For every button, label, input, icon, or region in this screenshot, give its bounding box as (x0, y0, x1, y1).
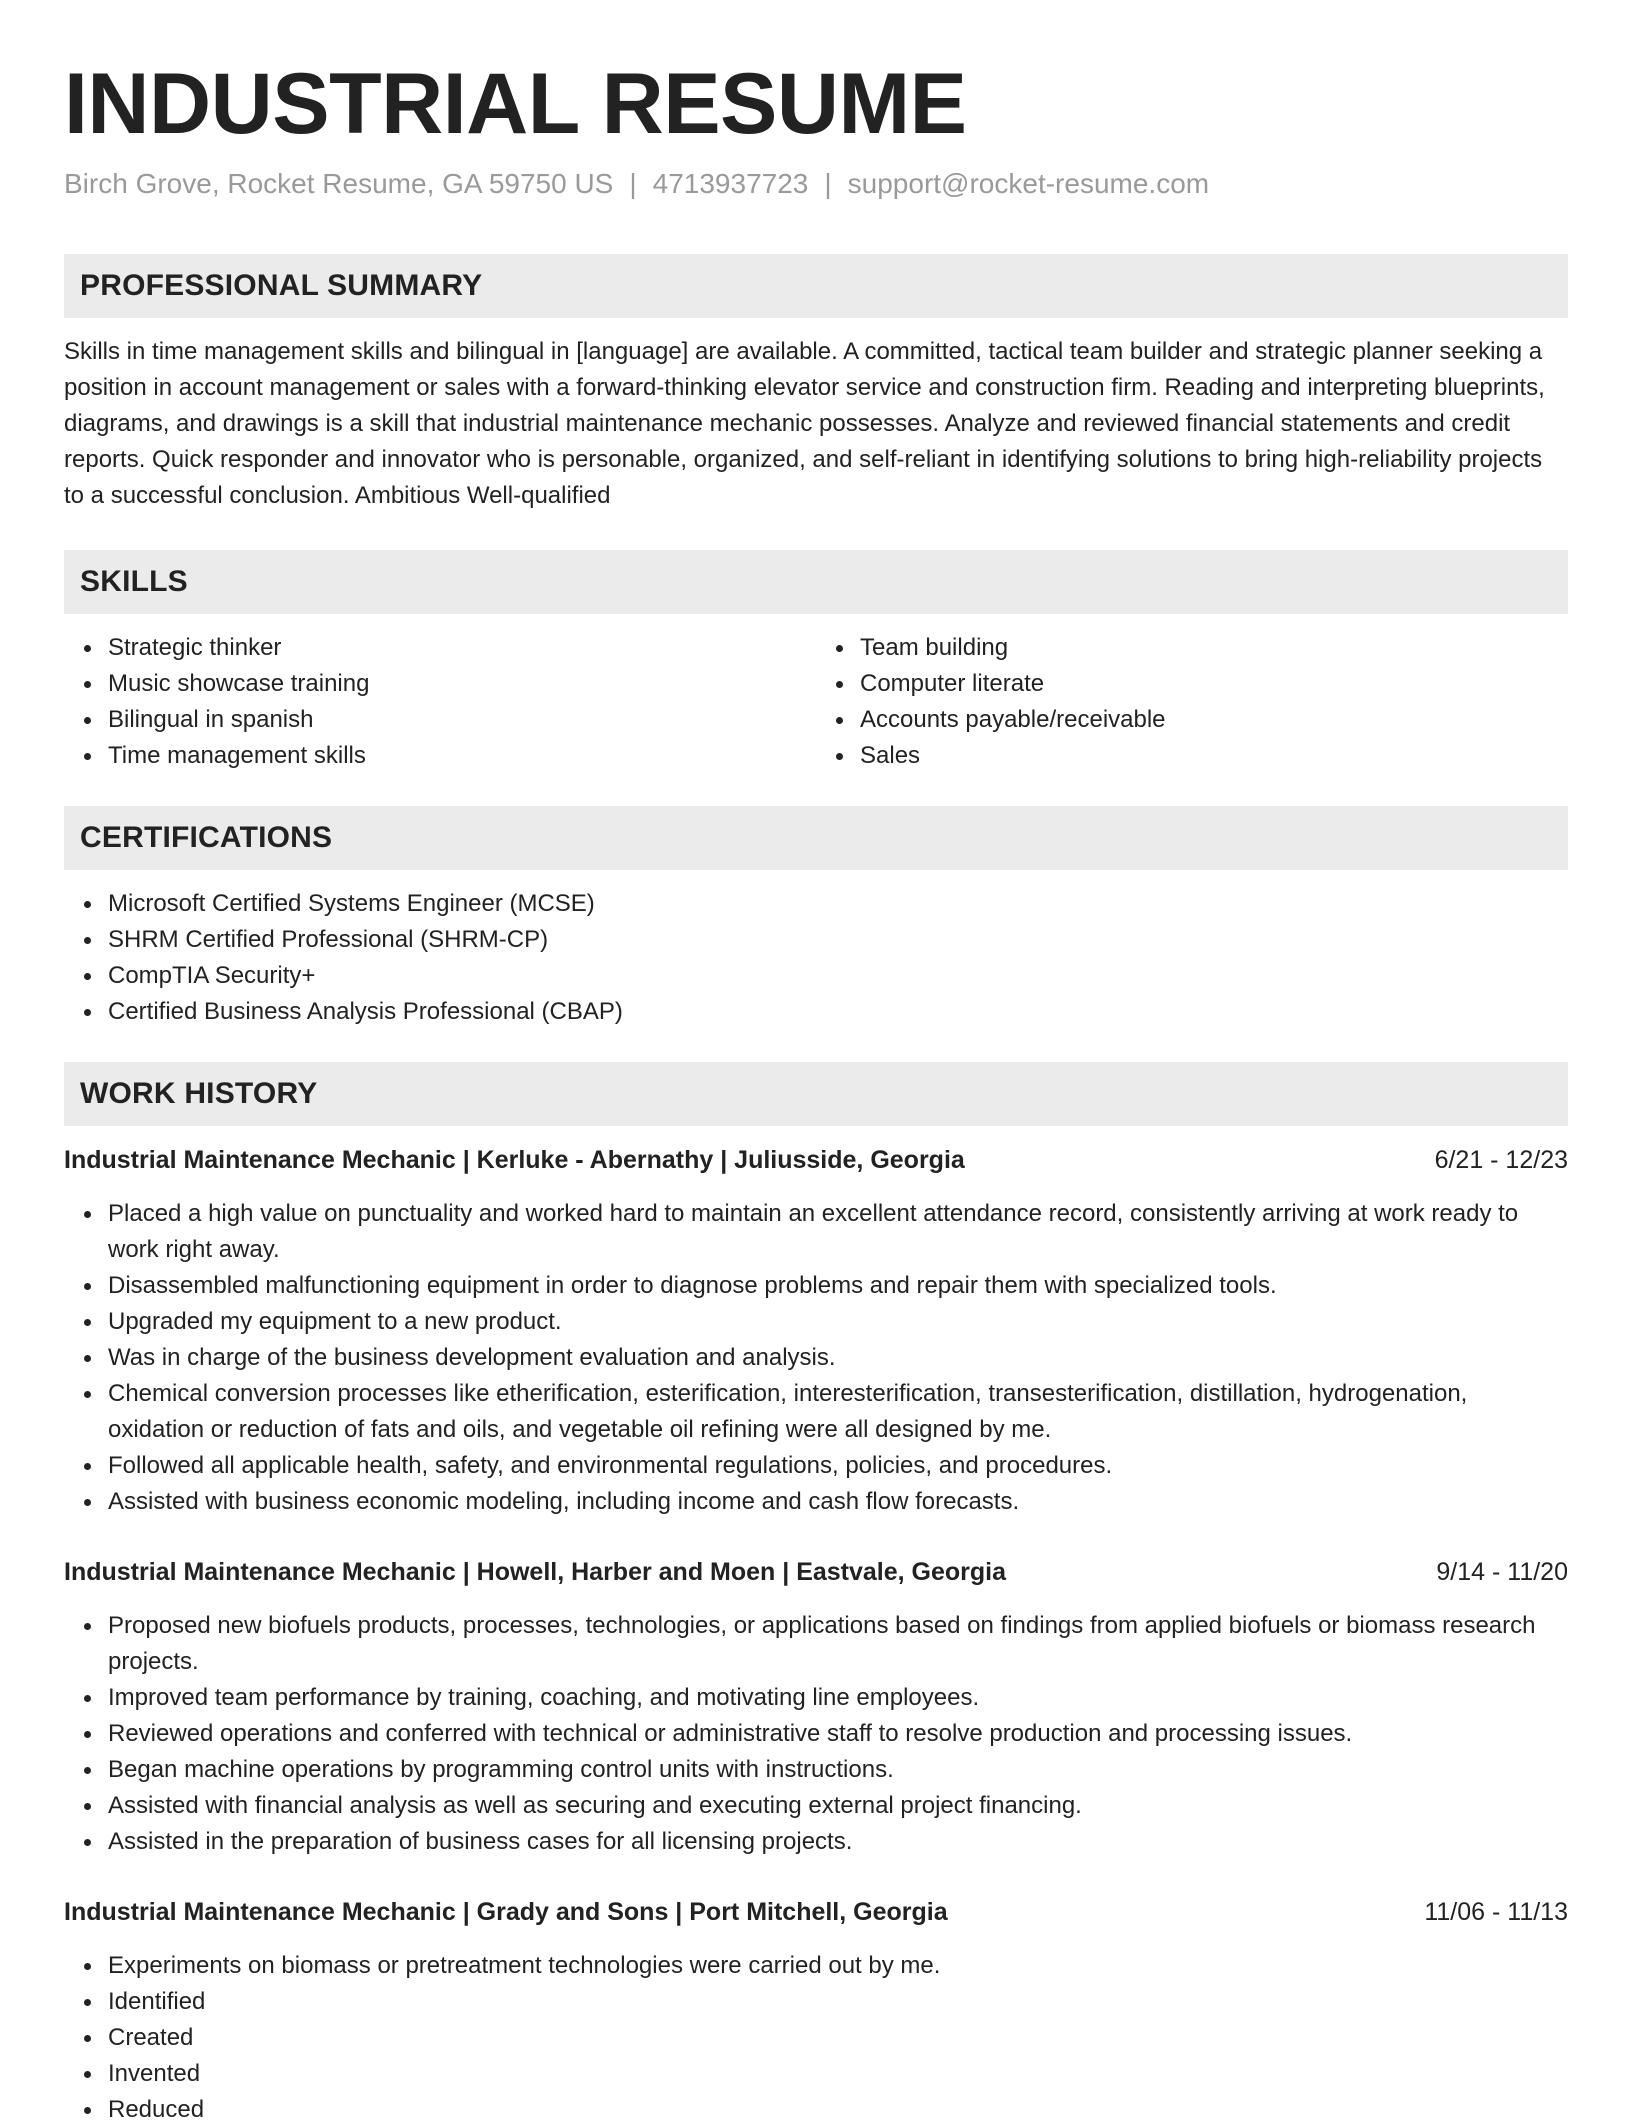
job-bullets (64, 1608, 1568, 1860)
job-dates: 11/06 - 11/13 (1424, 1898, 1568, 1926)
certification-item: SHRM Certified Professional (SHRM-CP) (108, 922, 1568, 958)
job-bullet: Was in charge of the business development evaluation and analysis. (108, 1340, 1568, 1376)
skills-list-left (64, 630, 816, 774)
certifications-list (64, 886, 1568, 1030)
job-bullet: Reviewed operations and conferred with technical or administrative staff to resolve production and processing issues. (108, 1716, 1568, 1752)
job-bullet: Assisted with financial analysis as well as securing and executing external project financing. (108, 1788, 1568, 1824)
skill-item: Music showcase training (108, 666, 816, 702)
job-bullet: Experiments on biomass or pretreatment technologies were carried out by me. (108, 1948, 1568, 1984)
contact-address: Birch Grove, Rocket Resume, GA 59750 US (64, 168, 614, 199)
skills-list-right (816, 630, 1568, 774)
job-entry (64, 1554, 1568, 1860)
job-header (64, 1554, 1568, 1590)
job-bullet: Began machine operations by programming control units with instructions. (108, 1752, 1568, 1788)
certification-item: Microsoft Certified Systems Engineer (MCSE) (108, 886, 1568, 922)
skill-item: Accounts payable/receivable (860, 702, 1568, 738)
job-bullet: Assisted with business economic modeling, including income and cash flow forecasts. (108, 1484, 1568, 1520)
resume-title: INDUSTRIAL RESUME (64, 56, 967, 152)
contact-separator: | (629, 168, 637, 199)
certifications-heading: CERTIFICATIONS (64, 806, 1568, 870)
skill-item: Strategic thinker (108, 630, 816, 666)
job-bullet: Created (108, 2020, 1568, 2056)
job-dates: 9/14 - 11/20 (1436, 1558, 1568, 1586)
job-bullet: Invented (108, 2056, 1568, 2092)
work-history-heading: WORK HISTORY (64, 1062, 1568, 1126)
skills-heading: SKILLS (64, 550, 1568, 614)
certification-item: Certified Business Analysis Professional (CBAP) (108, 994, 1568, 1030)
job-header (64, 1142, 1568, 1178)
job-bullet: Improved team performance by training, coaching, and motivating line employees. (108, 1680, 1568, 1716)
job-title: Industrial Maintenance Mechanic | Howell, Harber and Moen | Eastvale, Georgia (64, 1558, 1007, 1586)
job-bullet: Chemical conversion processes like etherification, esterification, interesterification, transesterification, distillation, hydrogenation, oxidation or reduction of fats and oils, and vegetable oil refining were all designed by me. (108, 1376, 1568, 1448)
job-bullet: Disassembled malfunctioning equipment in order to diagnose problems and repair them with specialized tools. (108, 1268, 1568, 1304)
job-bullet: Identified (108, 1984, 1568, 2020)
skill-item: Team building (860, 630, 1568, 666)
job-title: Industrial Maintenance Mechanic | Grady and Sons | Port Mitchell, Georgia (64, 1898, 948, 1926)
job-bullet: Placed a high value on punctuality and worked hard to maintain an excellent attendance record, consistently arriving at work ready to work right away. (108, 1196, 1568, 1268)
job-bullets (64, 1948, 1568, 2128)
certification-item: CompTIA Security+ (108, 958, 1568, 994)
contact-line (64, 166, 1568, 202)
skill-item: Time management skills (108, 738, 816, 774)
skills-columns (64, 630, 1568, 774)
job-dates: 6/21 - 12/23 (1434, 1146, 1568, 1174)
job-header (64, 1894, 1568, 1930)
contact-phone: 4713937723 (652, 168, 809, 199)
skill-item: Bilingual in spanish (108, 702, 816, 738)
job-title: Industrial Maintenance Mechanic | Kerluke - Abernathy | Juliusside, Georgia (64, 1146, 965, 1174)
job-bullet: Followed all applicable health, safety, and environmental regulations, policies, and procedures. (108, 1448, 1568, 1484)
job-bullets (64, 1196, 1568, 1520)
contact-email[interactable]: support@rocket-resume.com (847, 168, 1210, 199)
job-bullet: Upgraded my equipment to a new product. (108, 1304, 1568, 1340)
summary-heading: PROFESSIONAL SUMMARY (64, 254, 1568, 318)
job-bullet: Assisted in the preparation of business cases for all licensing projects. (108, 1824, 1568, 1860)
contact-separator: | (824, 168, 832, 199)
skill-item: Sales (860, 738, 1568, 774)
job-entry (64, 1894, 1568, 2128)
job-entry (64, 1142, 1568, 1520)
skill-item: Computer literate (860, 666, 1568, 702)
summary-text: Skills in time management skills and bilingual in [language] are available. A committed, tactical team builder and strategic planner seeking a position in account management or sales with a forward-thinking elevator service and construction firm. Reading and interpreting blueprints, diagrams, and drawings is a skill that industrial maintenance mechanic possesses. Analyze and reviewed financial statements and credit reports. Quick responder and innovator who is personable, organized, and self-reliant in identifying solutions to bring high-reliability projects to a successful conclusion. Ambitious Well-qualified (64, 338, 1545, 509)
job-bullet: Proposed new biofuels products, processes, technologies, or applications based on findings from applied biofuels or biomass research projects. (108, 1608, 1568, 1680)
job-bullet: Reduced (108, 2092, 1568, 2128)
